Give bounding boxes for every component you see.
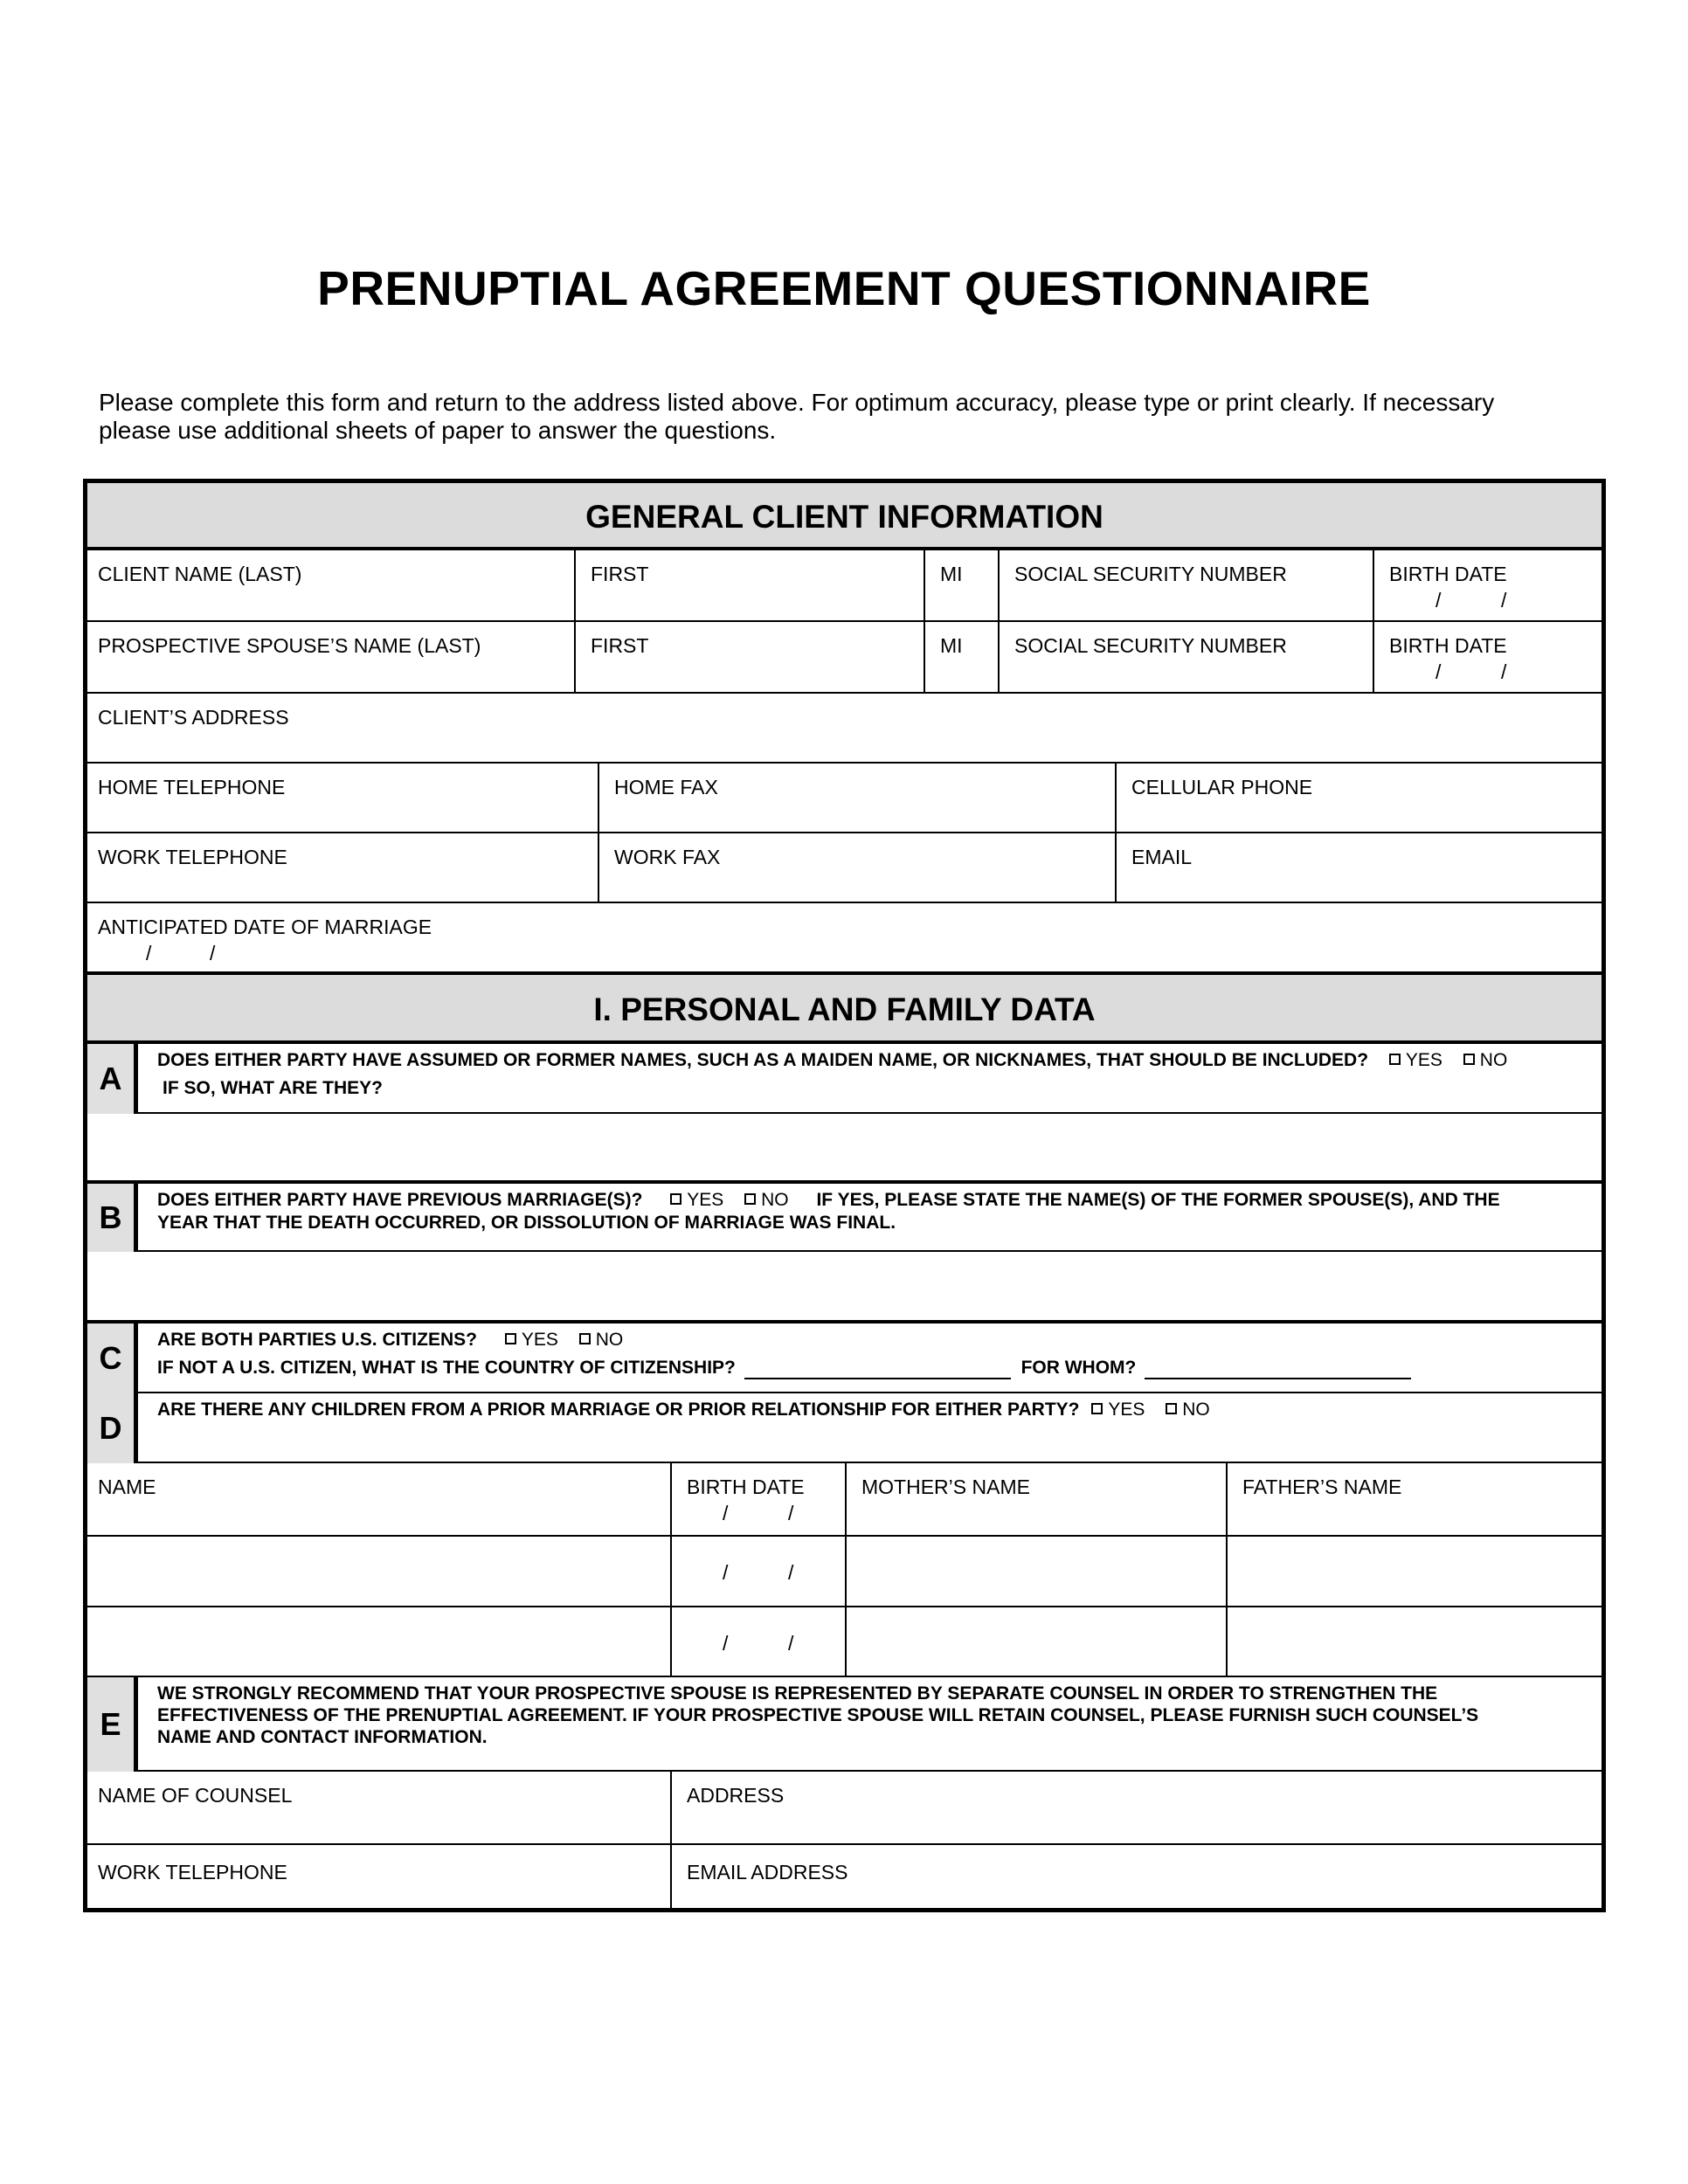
work-telephone-label: WORK TELEPHONE — [98, 846, 287, 868]
question-a-followup: IF SO, WHAT ARE THEY? — [163, 1078, 383, 1098]
child-birth-date-field[interactable] — [670, 1607, 845, 1676]
no-label: NO — [595, 1330, 624, 1350]
no-label: NO — [1479, 1050, 1508, 1070]
home-fax-field[interactable] — [598, 764, 1115, 832]
work-phone-row — [83, 833, 1606, 903]
question-d-yes-checkbox[interactable] — [1091, 1403, 1103, 1414]
counsel-work-telephone-label: WORK TELEPHONE — [98, 1861, 287, 1883]
child-birth-date-field[interactable] — [670, 1537, 845, 1606]
spouse-mi-label: MI — [940, 634, 963, 657]
date-slash: / — [210, 942, 216, 964]
marriage-date-label: ANTICIPATED DATE OF MARRIAGE — [98, 916, 432, 938]
client-birth-date-field[interactable] — [1373, 550, 1606, 620]
date-slash: / — [788, 1502, 794, 1524]
client-ssn-field[interactable] — [998, 550, 1373, 620]
question-a-label: DOES EITHER PARTY HAVE ASSUMED OR FORMER NAMES, SUCH AS A MAIDEN NAME, OR NICKNAMES, THAT SHOULD BE INCLUDED? — [157, 1050, 1369, 1070]
spouse-last-name-label: PROSPECTIVE SPOUSE’S NAME (LAST) — [98, 634, 481, 657]
question-c-letter: C — [87, 1324, 138, 1393]
spouse-ssn-label: SOCIAL SECURITY NUMBER — [1014, 634, 1287, 657]
counsel-name-label: NAME OF COUNSEL — [98, 1784, 293, 1807]
spouse-first-name-field[interactable] — [574, 622, 924, 692]
work-fax-field[interactable] — [598, 833, 1115, 902]
question-c-yes-checkbox[interactable] — [505, 1333, 516, 1344]
father-name-field[interactable] — [1226, 1537, 1606, 1606]
client-first-name-label: FIRST — [591, 563, 649, 585]
question-b-letter: B — [87, 1184, 138, 1252]
father-name-field[interactable] — [1226, 1463, 1606, 1535]
counsel-email-label: EMAIL ADDRESS — [687, 1861, 848, 1883]
client-mi-label: MI — [940, 563, 963, 585]
section-heading-personal: I. PERSONAL AND FAMILY DATA — [87, 975, 1602, 1044]
mother-name-label: MOTHER’S NAME — [861, 1476, 1030, 1498]
counsel-work-telephone-field[interactable] — [83, 1845, 670, 1912]
email-field[interactable] — [1115, 833, 1606, 902]
date-slash: / — [788, 1632, 794, 1655]
home-telephone-label: HOME TELEPHONE — [98, 776, 286, 798]
mother-name-field[interactable] — [845, 1537, 1226, 1606]
question-b-label: DOES EITHER PARTY HAVE PREVIOUS MARRIAGE(S)? — [157, 1190, 643, 1210]
home-fax-label: HOME FAX — [614, 776, 718, 798]
page-title: PRENUPTIAL AGREEMENT QUESTIONNAIRE — [317, 261, 1371, 315]
question-b-answer-field[interactable] — [83, 1252, 1606, 1324]
child-birth-date-label: BIRTH DATE — [687, 1476, 805, 1498]
question-e-text — [157, 1683, 1478, 1748]
intro-text — [99, 389, 1602, 445]
mother-name-field[interactable] — [845, 1463, 1226, 1535]
question-a-letter: A — [87, 1044, 138, 1114]
yes-label: YES — [687, 1190, 724, 1210]
no-label: NO — [761, 1190, 789, 1210]
no-label: NO — [1182, 1400, 1210, 1420]
email-label: EMAIL — [1131, 846, 1193, 868]
client-last-name-label: CLIENT NAME (LAST) — [98, 563, 302, 585]
question-d-label: ARE THERE ANY CHILDREN FROM A PRIOR MARRIAGE OR PRIOR RELATIONSHIP FOR EITHER PARTY? — [157, 1400, 1080, 1420]
work-telephone-field[interactable] — [83, 833, 598, 902]
yes-label: YES — [1405, 1050, 1442, 1070]
question-b-followup-2: YEAR THAT THE DEATH OCCURRED, OR DISSOLUTION OF MARRIAGE WAS FINAL. — [157, 1213, 896, 1233]
father-name-label: FATHER’S NAME — [1242, 1476, 1402, 1498]
section-heading-general: GENERAL CLIENT INFORMATION — [87, 483, 1602, 550]
client-address-label: CLIENT’S ADDRESS — [98, 706, 289, 729]
date-slash: / — [1501, 589, 1507, 612]
home-phone-row — [83, 764, 1606, 833]
question-d-no-checkbox[interactable] — [1166, 1403, 1177, 1414]
counsel-email-field[interactable] — [670, 1845, 1606, 1912]
spouse-last-name-field[interactable] — [83, 622, 574, 692]
question-c-country-line — [157, 1357, 1411, 1379]
question-c-country-label: IF NOT A U.S. CITIZEN, WHAT IS THE COUNTRY OF CITIZENSHIP? — [157, 1358, 736, 1378]
date-slash: / — [788, 1561, 794, 1584]
work-fax-label: WORK FAX — [614, 846, 721, 868]
spouse-name-row — [83, 622, 1606, 694]
question-a-no-checkbox[interactable] — [1463, 1054, 1475, 1065]
address-row — [83, 694, 1606, 764]
counsel-address-field[interactable] — [670, 1772, 1606, 1843]
counsel-row-2 — [83, 1845, 1606, 1912]
father-name-field[interactable] — [1226, 1607, 1606, 1676]
table-row — [83, 1537, 1606, 1607]
counsel-name-field[interactable] — [83, 1772, 670, 1843]
client-ssn-label: SOCIAL SECURITY NUMBER — [1014, 563, 1287, 585]
children-table-header — [83, 1463, 1606, 1537]
country-of-citizenship-input[interactable] — [744, 1358, 1011, 1379]
client-address-field[interactable] — [83, 694, 1606, 762]
question-e-letter: E — [87, 1677, 138, 1772]
question-e-line-2: EFFECTIVENESS OF THE PRENUPTIAL AGREEMENT. IF YOUR PROSPECTIVE SPOUSE WILL RETAIN COUNSEL, PLEASE FURNISH SUCH COUNSEL’S — [157, 1705, 1479, 1725]
question-b-followup-1: IF YES, PLEASE STATE THE NAME(S) OF THE FORMER SPOUSE(S), AND THE — [816, 1190, 1500, 1210]
question-b-text — [157, 1189, 1500, 1212]
spouse-mi-field[interactable] — [924, 622, 998, 692]
spouse-ssn-field[interactable] — [998, 622, 1373, 692]
client-mi-field[interactable] — [924, 550, 998, 620]
mother-name-field[interactable] — [845, 1607, 1226, 1676]
date-slash: / — [1435, 589, 1442, 612]
child-name-label: NAME — [98, 1476, 156, 1498]
cellular-phone-field[interactable] — [1115, 764, 1606, 832]
counsel-row-1 — [83, 1772, 1606, 1845]
spouse-first-name-label: FIRST — [591, 634, 649, 657]
question-d-text — [157, 1399, 1210, 1421]
child-name-field[interactable] — [83, 1607, 670, 1676]
for-whom-input[interactable] — [1145, 1358, 1411, 1379]
yes-label: YES — [521, 1330, 558, 1350]
client-last-name-field[interactable] — [83, 550, 574, 620]
question-a-text — [157, 1049, 1507, 1072]
question-c-label: ARE BOTH PARTIES U.S. CITIZENS? — [157, 1330, 477, 1350]
date-slash: / — [723, 1561, 729, 1584]
counsel-address-label: ADDRESS — [687, 1784, 785, 1807]
client-first-name-field[interactable] — [574, 550, 924, 620]
question-b-yes-checkbox[interactable] — [670, 1193, 681, 1205]
marriage-date-row — [83, 903, 1606, 975]
question-e-line-3: NAME AND CONTACT INFORMATION. — [157, 1727, 488, 1747]
client-name-row — [83, 550, 1606, 622]
intro-line-1: Please complete this form and return to the address listed above. For optimum accuracy, please type or print clearly. If necessary — [99, 389, 1495, 416]
home-telephone-field[interactable] — [83, 764, 598, 832]
question-c-no-checkbox[interactable] — [579, 1333, 591, 1344]
marriage-date-field[interactable] — [83, 903, 1606, 971]
child-birth-date-field[interactable] — [670, 1463, 845, 1535]
client-birth-date-label: BIRTH DATE — [1389, 563, 1507, 585]
date-slash: / — [723, 1502, 729, 1524]
date-slash: / — [146, 942, 152, 964]
date-slash: / — [1435, 660, 1442, 683]
for-whom-label: FOR WHOM? — [1020, 1358, 1137, 1378]
intro-line-2: please use additional sheets of paper to answer the questions. — [99, 417, 777, 444]
cellular-phone-label: CELLULAR PHONE — [1131, 776, 1313, 798]
child-name-field[interactable] — [83, 1537, 670, 1606]
question-d-letter: D — [87, 1393, 138, 1463]
spouse-birth-date-field[interactable] — [1373, 622, 1606, 692]
question-a-yes-checkbox[interactable] — [1389, 1054, 1401, 1065]
question-c-text — [157, 1329, 623, 1351]
child-name-field[interactable] — [83, 1463, 670, 1535]
question-b-no-checkbox[interactable] — [744, 1193, 756, 1205]
question-e-line-1: WE STRONGLY RECOMMEND THAT YOUR PROSPECTIVE SPOUSE IS REPRESENTED BY SEPARATE COUNSEL IN ORDER TO STRENGTHEN THE — [157, 1683, 1438, 1704]
date-slash: / — [723, 1632, 729, 1655]
spouse-birth-date-label: BIRTH DATE — [1389, 634, 1507, 657]
table-row — [83, 1607, 1606, 1677]
yes-label: YES — [1108, 1400, 1145, 1420]
date-slash: / — [1501, 660, 1507, 683]
question-a-answer-field[interactable] — [83, 1114, 1606, 1184]
